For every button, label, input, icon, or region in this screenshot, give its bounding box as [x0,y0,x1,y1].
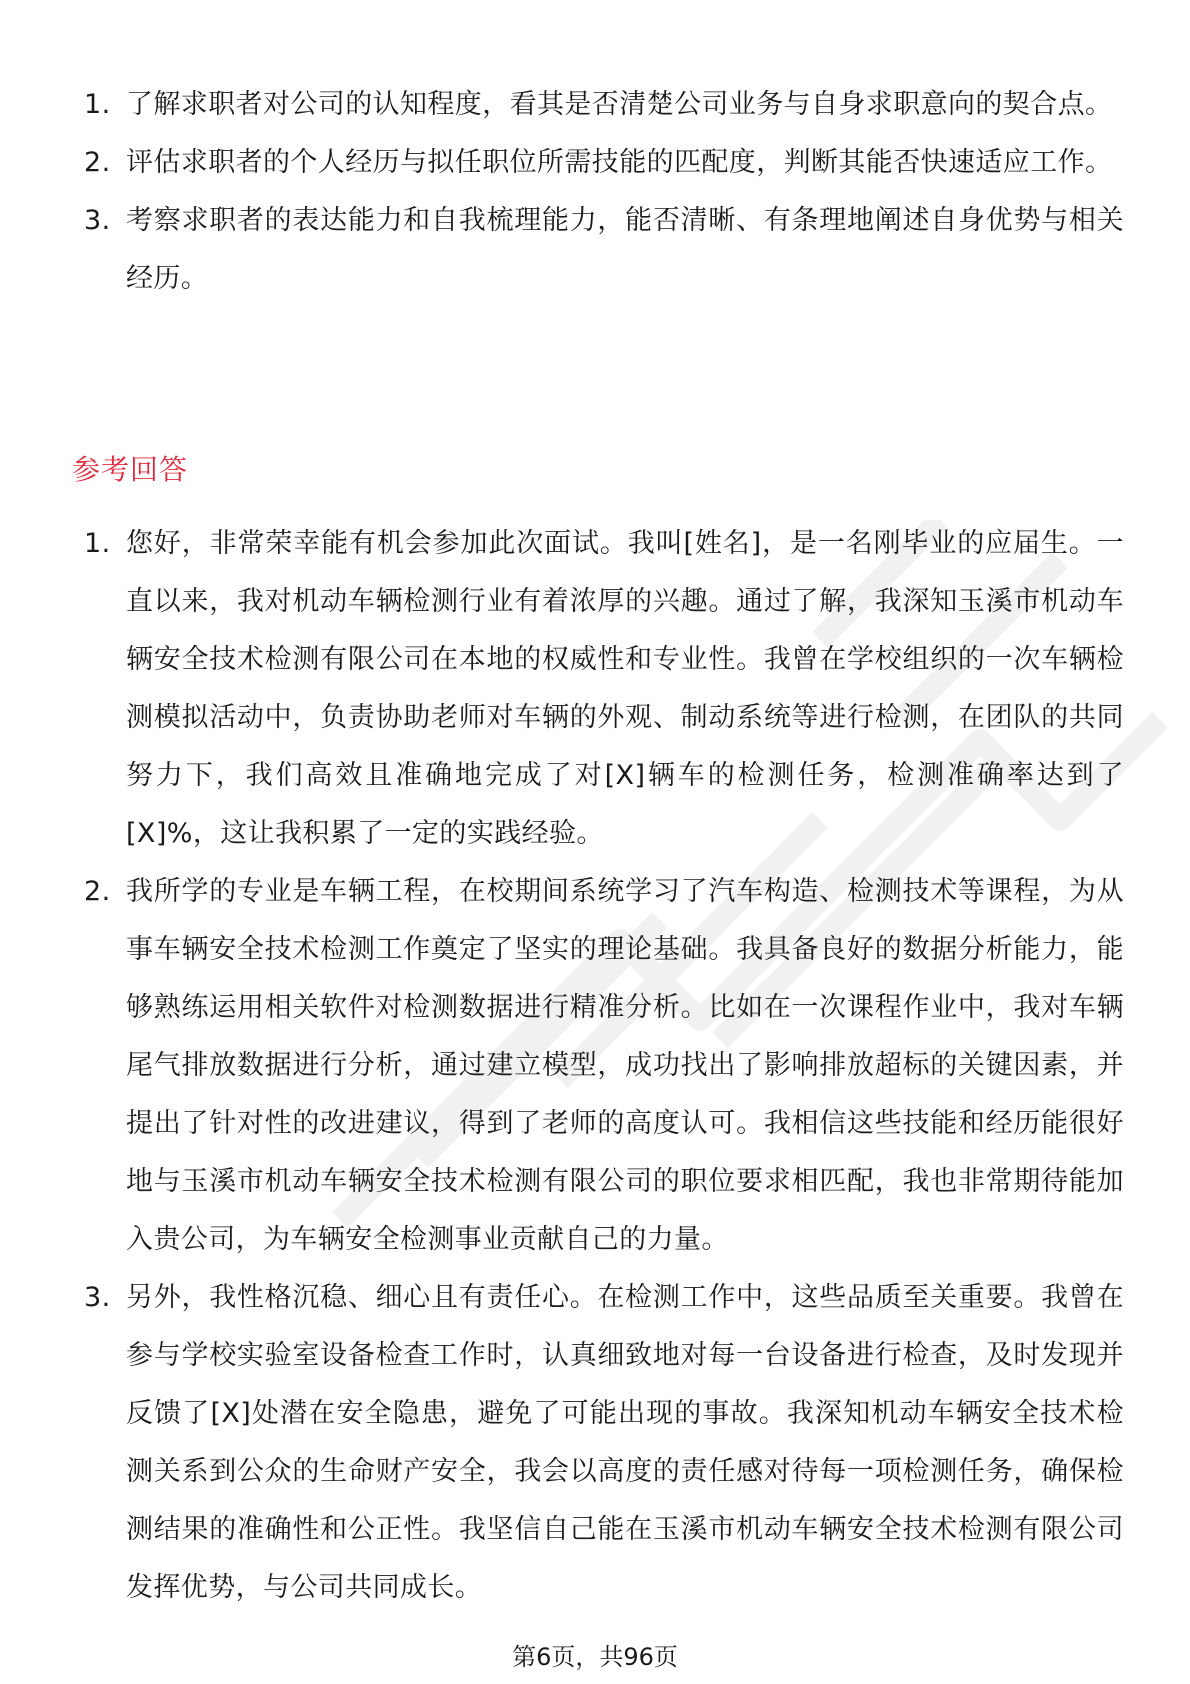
list-number: 3. [84,205,111,236]
list-number: 1. [84,89,111,120]
page-footer [0,1637,1190,1672]
list-number: 3. [84,1282,111,1313]
answer-list-item [84,515,1124,863]
list-item-text: 您好，非常荣幸能有机会参加此次面试。我叫[姓名]，是一名刚毕业的应届生。一直以来，我对机动车辆检测行业有着浓厚的兴趣。通过了解，我深知玉溪市机动车辆安全技术检测有限公司在本地的权威性和专业性。我曾在学校组织的一次车辆检测模拟活动中，负责协助老师对车辆的外观、制动系统等进行检测，在团队的共同努力下，我们高效且准确地完成了对[X]辆车的检测任务，检测准确率达到了[X]%，这让我积累了一定的实践经验。 [126,528,1124,849]
section-heading: 参考回答 [72,453,189,486]
list-item-text: 另外，我性格沉稳、细心且有责任心。在检测工作中，这些品质至关重要。我曾在参与学校实验室设备检查工作时，认真细致地对每一台设备进行检查，及时发现并反馈了[X]处潜在安全隐患，避免了可能出现的事故。我深知机动车辆安全技术检测关系到公众的生命财产安全，我会以高度的责任感对待每一项检测任务，确保检测结果的准确性和公正性。我坚信自己能在玉溪市机动车辆安全技术检测有限公司发挥优势，与公司共同成长。 [126,1282,1124,1603]
intro-list-item [84,76,1124,134]
list-number: 2. [84,147,111,178]
list-number: 2. [84,876,111,907]
intro-list [84,76,1124,308]
intro-list-item [84,134,1124,192]
answer-list-item [84,863,1124,1269]
list-item-text: 考察求职者的表达能力和自我梳理能力，能否清晰、有条理地阐述自身优势与相关经历。 [126,205,1124,294]
page-indicator: 第6页，共96页 [512,1643,678,1671]
answer-list [84,515,1124,1617]
list-item-text: 我所学的专业是车辆工程，在校期间系统学习了汽车构造、检测技术等课程，为从事车辆安全技术检测工作奠定了坚实的理论基础。我具备良好的数据分析能力，能够熟练运用相关软件对检测数据进行精准分析。比如在一次课程作业中，我对车辆尾气排放数据进行分析，通过建立模型，成功找出了影响排放超标的关键因素，并提出了针对性的改进建议，得到了老师的高度认可。我相信这些技能和经历能很好地与玉溪市机动车辆安全技术检测有限公司的职位要求相匹配，我也非常期待能加入贵公司，为车辆安全检测事业贡献自己的力量。 [126,876,1124,1255]
list-number: 1. [84,528,111,559]
list-item-text: 了解求职者对公司的认知程度，看其是否清楚公司业务与自身求职意向的契合点。 [126,89,1113,120]
answer-list-item [84,1269,1124,1617]
list-item-text: 评估求职者的个人经历与拟任职位所需技能的匹配度，判断其能否快速适应工作。 [126,147,1113,178]
intro-list-item [84,192,1124,308]
